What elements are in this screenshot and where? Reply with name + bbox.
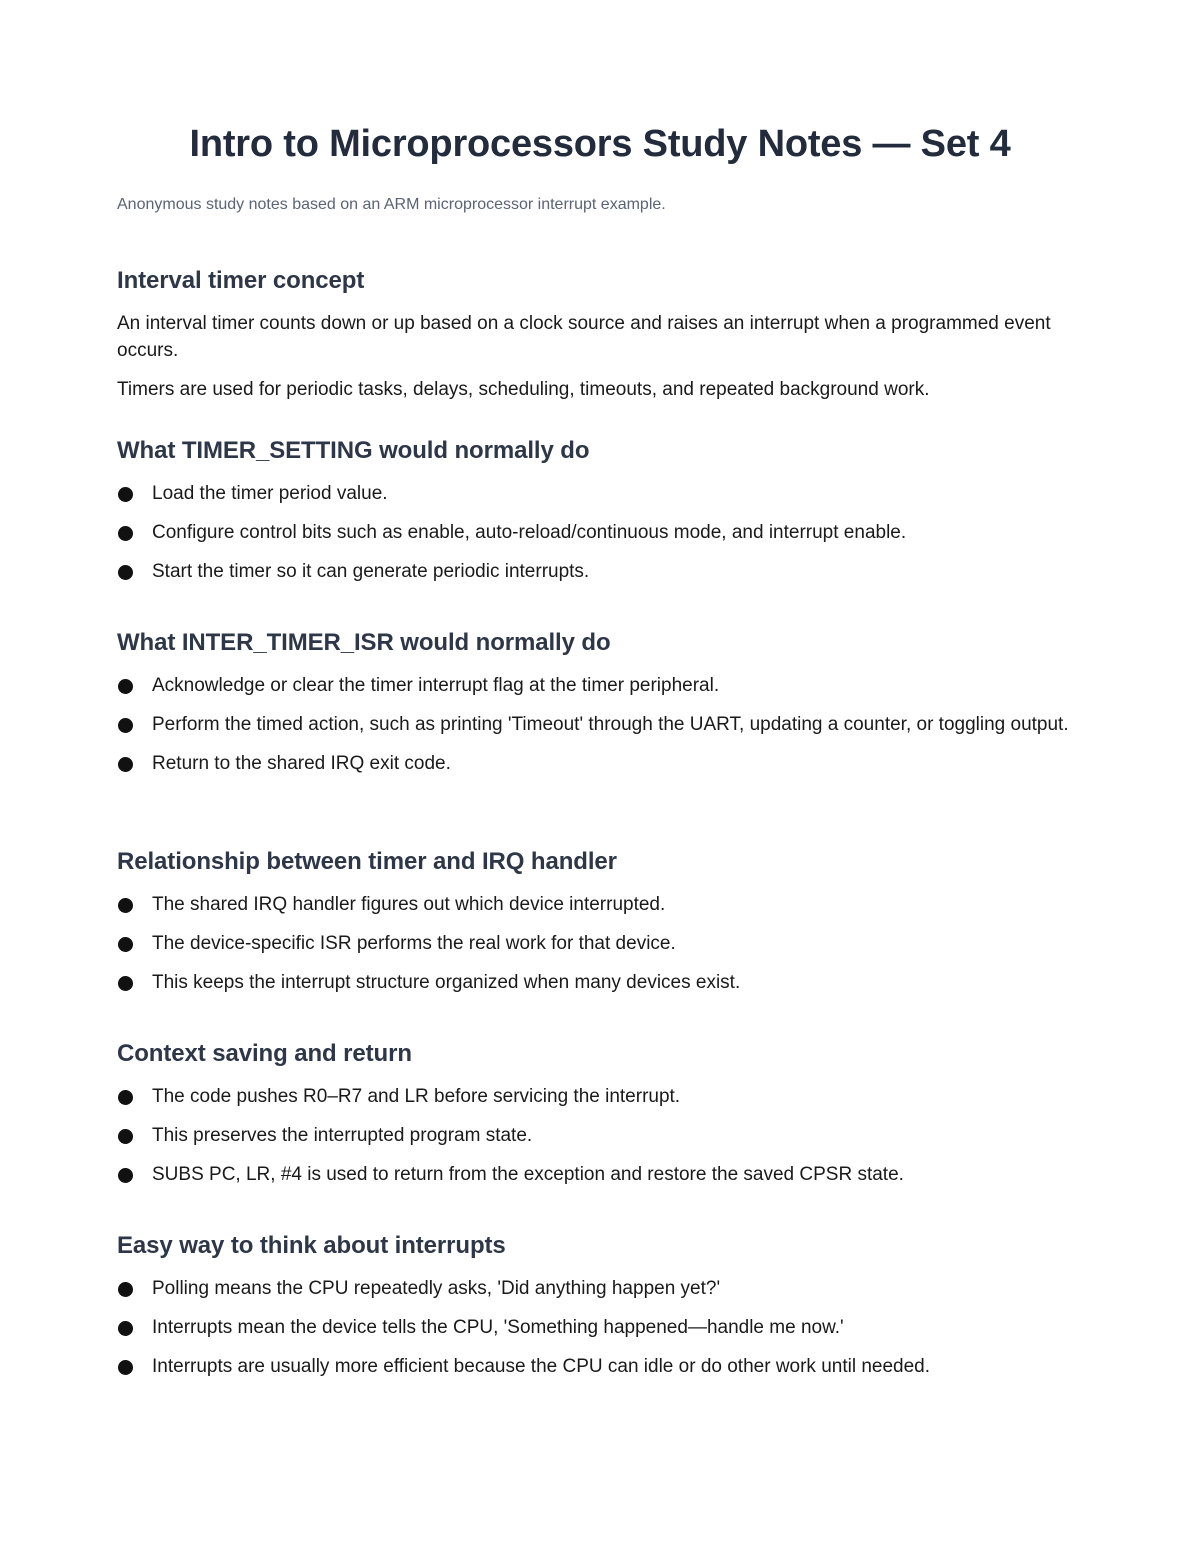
list-item-text: Configure control bits such as enable, auto-reload/continuous mode, and interrupt enable. xyxy=(152,522,907,543)
list-item-text: The code pushes R0–R7 and LR before servicing the interrupt. xyxy=(152,1086,681,1107)
bullet-list xyxy=(117,1083,1087,1188)
bullet-list xyxy=(117,672,1087,777)
list-item xyxy=(117,750,1087,777)
bullet-list xyxy=(117,891,1087,996)
section-heading: Context saving and return xyxy=(117,1040,412,1067)
list-item xyxy=(117,1161,1087,1188)
paragraph: An interval timer counts down or up based on a clock source and raises an interrupt when a programmed event occurs. xyxy=(117,313,1051,361)
list-item-text: The shared IRQ handler figures out which device interrupted. xyxy=(152,894,666,915)
section-interval-timer-concept xyxy=(117,265,1087,403)
bullet-icon xyxy=(118,1090,133,1105)
section-heading: What INTER_TIMER_ISR would normally do xyxy=(117,629,611,656)
list-item-text: This keeps the interrupt structure organized when many devices exist. xyxy=(152,972,741,993)
bullet-icon xyxy=(118,976,133,991)
list-item-text: SUBS PC, LR, #4 is used to return from the exception and restore the saved CPSR state. xyxy=(152,1164,904,1185)
list-item xyxy=(117,672,1087,699)
paragraph: Timers are used for periodic tasks, delays, scheduling, timeouts, and repeated background work. xyxy=(117,379,930,400)
list-item-text: Load the timer period value. xyxy=(152,483,388,504)
bullet-icon xyxy=(118,526,133,541)
list-item xyxy=(117,891,1087,918)
list-item-text: Interrupts are usually more efficient because the CPU can idle or do other work until needed. xyxy=(152,1356,931,1377)
section-heading: Interval timer concept xyxy=(117,267,365,294)
bullet-list xyxy=(117,480,1087,585)
subtitle: Anonymous study notes based on an ARM microprocessor interrupt example. xyxy=(117,196,666,213)
bullet-icon xyxy=(118,565,133,580)
bullet-icon xyxy=(118,1282,133,1297)
bullet-icon xyxy=(118,757,133,772)
bullet-icon xyxy=(118,898,133,913)
section-context-saving xyxy=(117,1038,1087,1188)
section-heading: Easy way to think about interrupts xyxy=(117,1232,506,1259)
list-item xyxy=(117,1122,1087,1149)
bullet-icon xyxy=(118,718,133,733)
list-item-text: Polling means the CPU repeatedly asks, 'Did anything happen yet?' xyxy=(152,1278,721,1299)
bullet-list xyxy=(117,1275,1087,1380)
list-item xyxy=(117,558,1087,585)
bullet-icon xyxy=(118,937,133,952)
section-timer-irq-relationship xyxy=(117,846,1087,996)
list-item-text: This preserves the interrupted program state. xyxy=(152,1125,533,1146)
bullet-icon xyxy=(118,487,133,502)
section-heading: What TIMER_SETTING would normally do xyxy=(117,437,590,464)
bullet-icon xyxy=(118,1168,133,1183)
list-item xyxy=(117,1275,1087,1302)
bullet-icon xyxy=(118,679,133,694)
list-item xyxy=(117,480,1087,507)
section-timer-setting xyxy=(117,435,1087,585)
list-item xyxy=(117,1353,1087,1380)
list-item-text: Return to the shared IRQ exit code. xyxy=(152,753,451,774)
list-item-text: Perform the timed action, such as printing 'Timeout' through the UART, updating a counter, or toggling output. xyxy=(152,714,1069,735)
section-inter-timer-isr xyxy=(117,627,1087,777)
list-item xyxy=(117,930,1087,957)
list-item xyxy=(117,1083,1087,1110)
list-item-text: Start the timer so it can generate periodic interrupts. xyxy=(152,561,590,582)
page-title: Intro to Microprocessors Study Notes — Set 4 xyxy=(189,123,1011,165)
list-item xyxy=(117,711,1087,738)
list-item xyxy=(117,969,1087,996)
bullet-icon xyxy=(118,1321,133,1336)
list-item-text: Interrupts mean the device tells the CPU, 'Something happened—handle me now.' xyxy=(152,1317,844,1338)
bullet-icon xyxy=(118,1360,133,1375)
section-easy-way-interrupts xyxy=(117,1230,1087,1380)
list-item xyxy=(117,1314,1087,1341)
list-item-text: The device-specific ISR performs the real work for that device. xyxy=(152,933,676,954)
bullet-icon xyxy=(118,1129,133,1144)
list-item-text: Acknowledge or clear the timer interrupt flag at the timer peripheral. xyxy=(152,675,720,696)
section-heading: Relationship between timer and IRQ handler xyxy=(117,848,617,875)
list-item xyxy=(117,519,1087,546)
